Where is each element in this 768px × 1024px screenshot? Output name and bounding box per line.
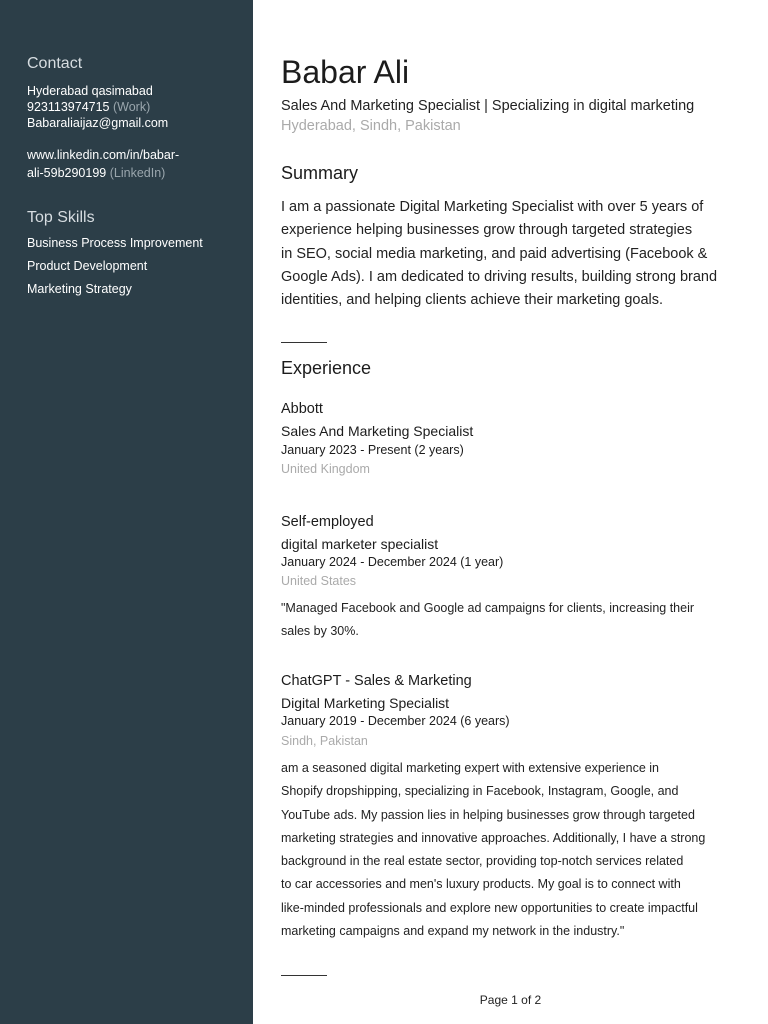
summary-line: in SEO, social media marketing, and paid advertising (Facebook & xyxy=(281,245,708,262)
candidate-headline: Sales And Marketing Specialist | Specializing in digital marketing xyxy=(281,98,695,114)
skill-item: Product Development xyxy=(27,259,148,273)
job-description-line: am a seasoned digital marketing expert with extensive experience in xyxy=(281,761,659,775)
skill-item: Marketing Strategy xyxy=(27,282,132,296)
job-role: Sales And Marketing Specialist xyxy=(281,423,474,439)
candidate-name: Babar Ali xyxy=(281,54,410,90)
summary-text xyxy=(281,196,741,312)
section-divider xyxy=(281,342,327,343)
contact-heading: Contact xyxy=(27,55,83,72)
job-description-line: marketing campaigns and expand my network in the industry." xyxy=(281,924,625,939)
job-location: United Kingdom xyxy=(281,462,370,476)
skill-item: Business Process Improvement xyxy=(27,236,203,250)
job-description-line: YouTube ads. My passion lies in helping businesses grow through targeted xyxy=(281,807,695,822)
contact-phone-type: (Work) xyxy=(112,100,151,114)
job-description xyxy=(281,757,736,943)
job-company: ChatGPT - Sales & Marketing xyxy=(281,673,472,689)
summary-line: I am a passionate Digital Marketing Specialist with over 5 years of xyxy=(281,199,704,215)
page-number: Page 1 of 2 xyxy=(479,993,542,1007)
sidebar xyxy=(0,0,253,1024)
job-description-line: marketing strategies and innovative approaches. Additionally, I have a strong xyxy=(281,830,706,845)
skills-heading: Top Skills xyxy=(27,209,95,226)
job-description-line: sales by 30%. xyxy=(281,624,359,639)
job-role: Digital Marketing Specialist xyxy=(281,695,450,711)
job-description-line: "Managed Facebook and Google ad campaigns for clients, increasing their xyxy=(281,601,695,615)
contact-phone: 923113974715 xyxy=(27,100,110,114)
job-description-line: background in the real estate sector, providing top-notch services related xyxy=(281,854,684,869)
job-company: Self-employed xyxy=(281,514,374,530)
job-location: United States xyxy=(281,574,357,588)
summary-line: experience helping businesses grow through targeted strategies xyxy=(281,222,693,239)
contact-linkedin-type: (LinkedIn) xyxy=(109,166,166,180)
job-dates: January 2023 - Present (2 years) xyxy=(281,443,464,457)
job-location: Sindh, Pakistan xyxy=(281,734,368,748)
job-role: digital marketer specialist xyxy=(281,536,439,552)
job-description-line: Shopify dropshipping, specializing in Facebook, Instagram, Google, and xyxy=(281,784,679,799)
section-divider xyxy=(281,975,327,976)
job-dates: January 2024 - December 2024 (1 year) xyxy=(281,555,504,569)
summary-line: Google Ads). I am dedicated to driving results, building strong brand xyxy=(281,268,718,285)
job-dates: January 2019 - December 2024 (6 years) xyxy=(281,714,510,728)
contact-phone-row xyxy=(27,99,150,115)
contact-address: Hyderabad qasimabad xyxy=(27,84,153,98)
summary-title: Summary xyxy=(281,163,359,183)
contact-linkedin-line1[interactable]: www.linkedin.com/in/babar- xyxy=(27,148,180,162)
contact-email[interactable]: Babaraliaijaz@gmail.com xyxy=(27,116,169,130)
contact-linkedin-row[interactable] xyxy=(27,165,165,181)
candidate-location: Hyderabad, Sindh, Pakistan xyxy=(281,118,461,134)
experience-title: Experience xyxy=(281,358,372,378)
contact-linkedin-line2[interactable]: ali-59b290199 xyxy=(27,166,107,180)
main-content xyxy=(281,0,741,1024)
job-company: Abbott xyxy=(281,401,323,417)
job-description-line: like-minded professionals and explore new opportunities to create impactful xyxy=(281,900,698,915)
job-description-line: to car accessories and men's luxury products. My goal is to connect with xyxy=(281,877,681,892)
summary-line: identities, and helping clients achieve their marketing goals. xyxy=(281,292,664,309)
job-description xyxy=(281,597,736,644)
